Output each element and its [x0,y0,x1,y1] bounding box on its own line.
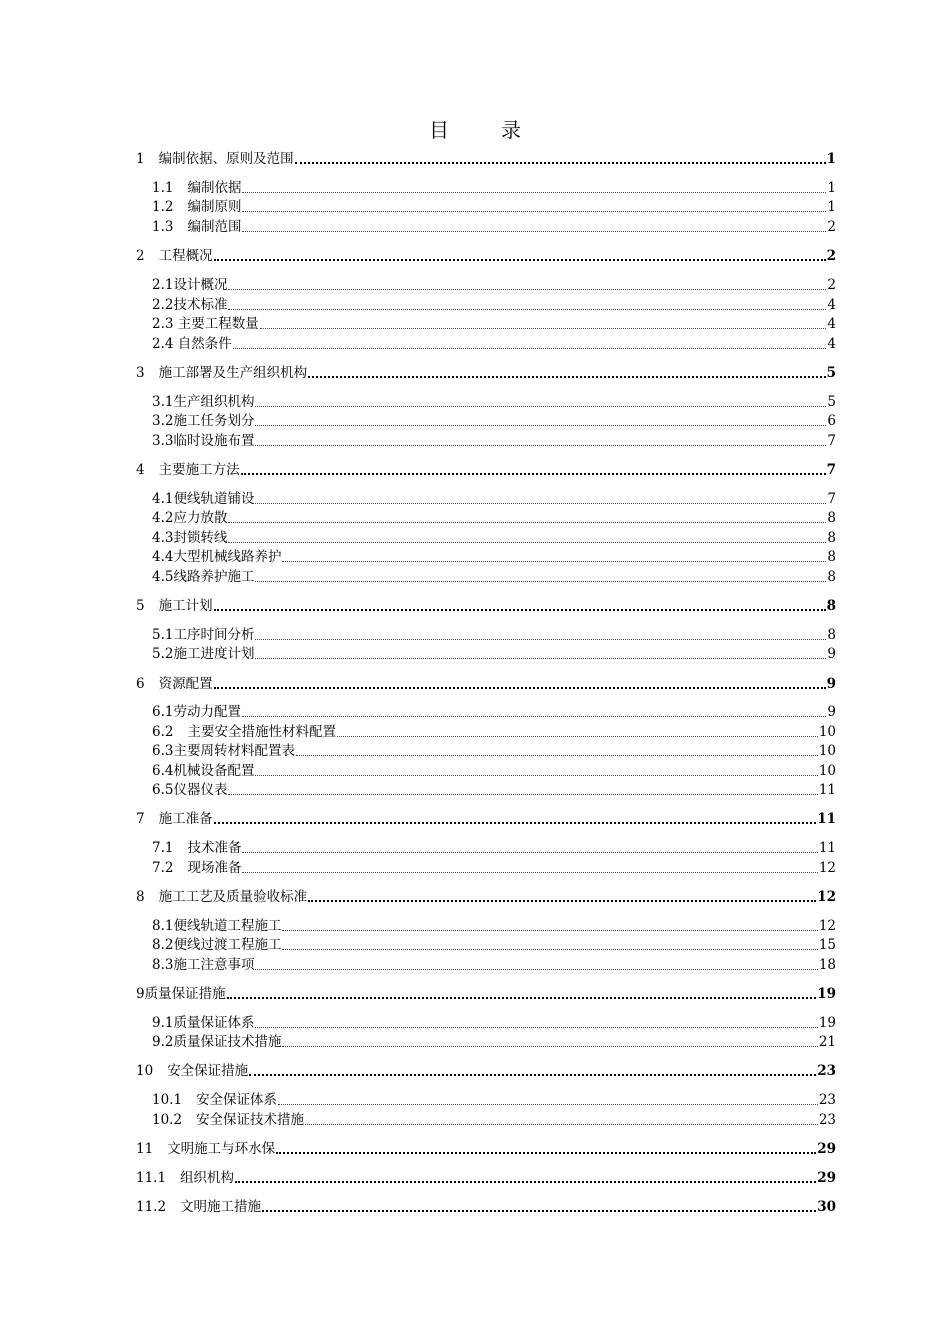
toc-entry-section[interactable] [152,626,836,644]
toc-entry-title: 安全保证措施 [167,1063,249,1079]
dot-leader [308,376,826,378]
toc-entry-number: 1.1 [152,180,174,196]
dot-leader [282,949,817,950]
toc-entry-title: 8.1便线轨道工程施工 [152,918,282,934]
toc-entry-title: 5.1工序时间分析 [152,627,255,643]
toc-entry-page-number: 11 [817,811,836,827]
toc-entry-page-number: 18 [818,957,836,973]
dot-leader [255,406,826,407]
dot-leader [242,872,817,873]
toc-entry-title: 6.1劳动力配置 [152,704,241,720]
toc-entry-page-number: 11 [818,840,836,856]
dot-leader [255,445,826,446]
toc-entry-page-number: 1 [827,199,836,215]
toc-entry-chapter[interactable] [136,597,836,615]
toc-entry-section[interactable] [152,393,836,411]
dot-leader [228,522,826,523]
toc-entry-page-number: 19 [818,1015,836,1031]
toc-entry-page-number: 2 [826,248,836,264]
toc-entry-chapter[interactable] [136,810,836,828]
toc-entry-chapter[interactable] [136,461,836,479]
dot-leader [282,930,817,931]
toc-entry-page-number: 8 [827,627,836,643]
toc-entry-title: 编制原则 [187,199,242,215]
toc-entry-chapter[interactable] [136,364,836,382]
toc-entry-section[interactable] [152,276,836,294]
toc-entry-section[interactable] [152,859,836,877]
toc-entry-title: 4.4大型机械线路养护 [152,549,282,565]
toc-entry-title: 施工计划 [158,598,213,614]
toc-entry-number: 10.2 [152,1112,183,1128]
toc-entry-page-number: 29 [817,1141,836,1157]
toc-entry-number: 7 [136,811,145,827]
title-char-1: 目 [429,118,449,142]
toc-entry-section[interactable] [152,490,836,508]
toc-entry-section[interactable] [152,839,836,857]
toc-entry-title: 3.2施工任务划分 [152,413,255,429]
dot-leader [214,609,826,611]
toc-entry-section[interactable] [152,179,836,197]
toc-entry-chapter[interactable] [136,985,836,1003]
toc-entry-title: 6.4机械设备配置 [152,763,255,779]
toc-entry-page-number: 9 [827,646,836,662]
toc-entry-title: 现场准备 [187,860,242,876]
toc-entry-section[interactable] [152,956,836,974]
toc-entry-page-number: 4 [827,316,836,332]
toc-entry-page-number: 8 [827,530,836,546]
toc-entry-title: 3.3临时设施布置 [152,433,255,449]
toc-entry-number: 1.2 [152,199,174,215]
toc-entry-title: 文明施工措施 [180,1199,262,1215]
toc-entry-number: 6 [136,676,145,692]
dot-leader [228,289,826,290]
dot-leader [260,328,827,329]
dot-leader [233,348,827,349]
dot-leader [242,211,826,212]
toc-entry-section[interactable] [152,781,836,799]
toc-entry-title: 9.1质量保证体系 [152,1015,255,1031]
dot-leader [255,425,826,426]
toc-entry-number: 10 [136,1063,154,1079]
toc-entry-title: 施工工艺及质量验收标准 [158,889,308,905]
toc-entry-number: 3 [136,365,145,381]
toc-entry-title: 4.3封锁转线 [152,530,228,546]
toc-entry-page-number: 7 [827,433,836,449]
toc-entry-title: 4.2应力放散 [152,510,228,526]
toc-entry-section[interactable] [152,509,836,527]
toc-entry-number: 11.2 [136,1199,167,1215]
toc-entry-title: 6.5仪器仪表 [152,782,228,798]
toc-entry-page-number: 5 [826,365,836,381]
toc-entry-chapter[interactable] [136,150,836,168]
toc-entry-title: 编制范围 [187,219,242,235]
toc-entry-page-number: 8 [827,510,836,526]
toc-entry-section[interactable] [152,315,836,333]
toc-entry-section[interactable] [152,198,836,216]
dot-leader [282,561,826,562]
dot-leader [296,755,818,756]
toc-entry-number: 10.1 [152,1092,183,1108]
toc-entry-section[interactable] [152,936,836,954]
toc-entry-page-number: 29 [817,1170,836,1186]
toc-entry-title: 6.3主要周转材料配置表 [152,743,295,759]
toc-entry-section[interactable] [152,723,836,741]
dot-leader [235,1181,816,1183]
toc-entry-page-number: 11 [818,782,836,798]
toc-entry-title: 编制依据 [187,180,242,196]
toc-entry-title: 技术准备 [187,840,242,856]
toc-entry-page-number: 23 [817,1063,836,1079]
toc-entry-section[interactable] [152,1033,836,1051]
toc-entry-title: 4.5线路养护施工 [152,569,255,585]
toc-entry-section[interactable] [152,296,836,314]
toc-entry-page-number: 21 [818,1034,836,1050]
toc-entry-page-number: 12 [818,860,836,876]
dot-leader [276,1152,816,1154]
toc-entry-page-number: 8 [827,549,836,565]
toc-entry-title: 3.1生产组织机构 [152,394,255,410]
dot-leader [278,1104,818,1105]
toc-entry-title: 2.3 主要工程数量 [152,316,259,332]
dot-leader [337,736,818,737]
toc-entry-page-number: 12 [818,918,836,934]
toc-entry-page-number: 19 [817,986,836,1002]
toc-entry-page-number: 12 [817,889,836,905]
toc-entry-section[interactable] [152,412,836,430]
toc-entry-page-number: 4 [827,297,836,313]
toc-entry-section[interactable] [152,1091,836,1109]
toc-entry-number: 2 [136,248,145,264]
toc-entry-title: 8.3施工注意事项 [152,957,255,973]
toc-entry-page-number: 30 [817,1199,836,1215]
dot-leader [228,542,826,543]
toc-entry-page-number: 10 [818,724,836,740]
dot-leader [241,473,826,475]
toc-entry-page-number: 5 [827,394,836,410]
dot-leader [262,1210,816,1212]
dot-leader [249,1074,816,1076]
toc-entry-section[interactable] [152,548,836,566]
toc-entry-page-number: 6 [827,413,836,429]
toc-entry-section[interactable] [152,218,836,236]
toc-entry-title: 2.1设计概况 [152,277,228,293]
toc-entry-title: 2.4 自然条件 [152,336,232,352]
dot-leader [255,775,817,776]
toc-entry-title: 组织机构 [180,1170,235,1186]
toc-entry-page-number: 8 [827,569,836,585]
dot-leader [255,1027,817,1028]
toc-entry-section[interactable] [152,1014,836,1032]
dot-leader [214,822,817,824]
toc-entry-section[interactable] [152,742,836,760]
toc-entry-title: 安全保证技术措施 [196,1112,305,1128]
toc-entry-number: 6.2 [152,724,174,740]
dot-leader [214,687,826,689]
toc-entry-number: 1 [136,151,145,167]
toc-entry-title: 主要施工方法 [158,462,240,478]
toc-entry-page-number: 2 [827,277,836,293]
toc-entry-section[interactable] [152,432,836,450]
toc-entry-section[interactable] [152,335,836,353]
dot-leader [228,794,817,795]
toc-entry-section[interactable] [152,917,836,935]
toc-entry-number: 5 [136,598,145,614]
toc-entry-number: 11 [136,1141,154,1157]
dot-leader [295,162,826,164]
dot-leader [227,997,817,999]
toc-entry-page-number: 4 [827,336,836,352]
toc-entry-section[interactable] [152,703,836,721]
toc-entry-chapter[interactable] [136,247,836,265]
toc-entry-title: 9质量保证措施 [136,986,226,1002]
toc-entry-section[interactable] [152,568,836,586]
toc-entry-section[interactable] [152,529,836,547]
toc-entry-chapter[interactable] [136,675,836,693]
toc-entry-page-number: 10 [818,743,836,759]
toc-entry-page-number: 9 [826,676,836,692]
toc-entry-chapter[interactable] [136,1169,836,1187]
dot-leader [242,192,826,193]
toc-entry-chapter[interactable] [136,1198,836,1216]
toc-entry-title: 施工部署及生产组织机构 [158,365,308,381]
toc-entry-page-number: 2 [827,219,836,235]
toc-entry-chapter[interactable] [136,1140,836,1158]
toc-entry-page-number: 23 [818,1092,836,1108]
toc-entry-page-number: 1 [827,180,836,196]
dot-leader [242,716,826,717]
toc-entry-title: 2.2技术标准 [152,297,228,313]
toc-entry-page-number: 1 [826,151,836,167]
toc-entry-page-number: 15 [818,937,836,953]
toc-entry-number: 8 [136,889,145,905]
dot-leader [255,969,817,970]
toc-entry-title: 编制依据、原则及范围 [158,151,294,167]
toc-entry-title: 文明施工与环水保 [167,1141,276,1157]
toc-entry-page-number: 7 [827,491,836,507]
dot-leader [305,1124,818,1125]
toc-entry-title: 安全保证体系 [196,1092,278,1108]
toc-entry-number: 4 [136,462,145,478]
dot-leader [255,658,826,659]
toc-entry-number: 11.1 [136,1170,167,1186]
toc-entry-number: 1.3 [152,219,174,235]
dot-leader [308,900,816,902]
dot-leader [242,852,817,853]
toc-entry-number: 7.1 [152,840,174,856]
dot-leader [214,259,826,261]
toc-entry-page-number: 23 [818,1112,836,1128]
dot-leader [228,309,826,310]
dot-leader [242,231,826,232]
toc-entry-title: 8.2便线过渡工程施工 [152,937,282,953]
dot-leader [255,503,826,504]
toc-entry-number: 7.2 [152,860,174,876]
toc-entry-chapter[interactable] [136,1062,836,1080]
toc-entry-title: 工程概况 [158,248,213,264]
toc-entry-title: 9.2质量保证技术措施 [152,1034,282,1050]
toc-entry-section[interactable] [152,645,836,663]
dot-leader [282,1046,817,1047]
toc-entry-section[interactable] [152,762,836,780]
toc-entry-page-number: 7 [826,462,836,478]
toc-entry-title: 资源配置 [158,676,213,692]
toc-entry-title: 主要安全措施性材料配置 [187,724,336,740]
toc-entry-page-number: 10 [818,763,836,779]
toc-entry-page-number: 8 [826,598,836,614]
toc-entry-title: 4.1便线轨道铺设 [152,491,255,507]
toc-entry-chapter[interactable] [136,888,836,906]
toc-entry-title: 施工准备 [158,811,213,827]
toc-entry-page-number: 9 [827,704,836,720]
toc-entry-title: 5.2施工进度计划 [152,646,255,662]
dot-leader [255,581,826,582]
toc-entry-section[interactable] [152,1111,836,1129]
dot-leader [255,639,826,640]
title-char-2: 录 [501,118,521,142]
